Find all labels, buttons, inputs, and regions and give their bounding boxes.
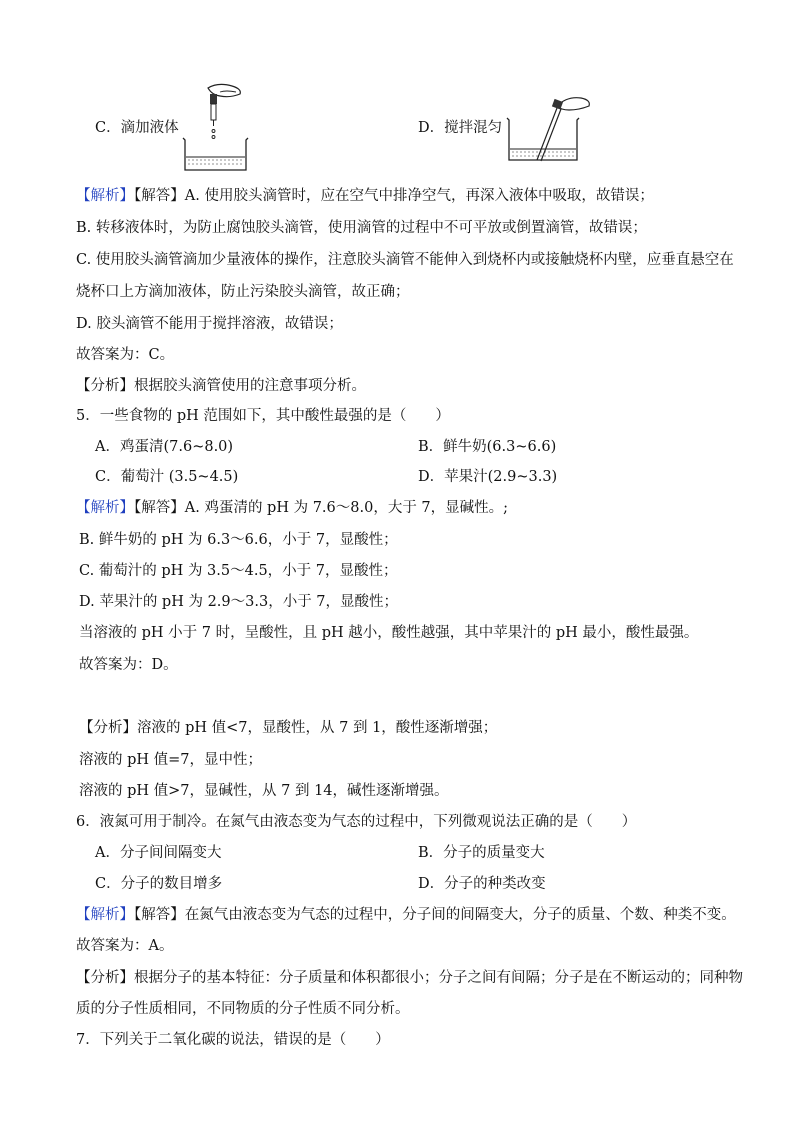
q5-solution-c: C. 葡萄汁的 pH 为 3.5～4.5，小于 7，显酸性； bbox=[79, 563, 398, 579]
q4-solution-b: B. 转移液体时，为防止腐蚀胶头滴管，使用滴管的过程中不可平放或倒置滴管，故错误； bbox=[76, 220, 647, 236]
q4-solution-a: 【解析】【解答】A. 使用胶头滴管时，应在空气中排净空气，再深入液体中吸取，故错误； bbox=[76, 188, 654, 204]
q5-fenxi-3: 溶液的 pH 值>7，显碱性，从 7 到 14，碱性逐渐增强。 bbox=[79, 783, 449, 799]
fenxi-tag: 【分析】 bbox=[76, 378, 134, 394]
q5-fenxi-2: 溶液的 pH 值=7，显中性； bbox=[79, 752, 263, 768]
q5-stem: 5．一些食物的 pH 范围如下，其中酸性最强的是（ ） bbox=[76, 408, 450, 424]
stir-beaker-figure bbox=[505, 92, 595, 167]
dropper-beaker-figure bbox=[180, 80, 250, 175]
q5-option-a: A．鸡蛋清(7.6~8.0) bbox=[95, 439, 234, 455]
q5-solution-d: D. 苹果汁的 pH 为 2.9～3.3，小于 7，显酸性； bbox=[79, 594, 399, 610]
q4-option-c: C．滴加液体 bbox=[95, 120, 179, 136]
q5-answer: 故答案为：D。 bbox=[79, 657, 178, 673]
analysis-tag: 【解析】 bbox=[76, 500, 134, 516]
q6-fenxi-2: 质的分子性质相同，不同物质的分子性质不同分析。 bbox=[76, 1001, 410, 1017]
q4-solution-c2: 烧杯口上方滴加液体，防止污染胶头滴管，故正确； bbox=[76, 284, 410, 300]
answer-tag: 【解答】 bbox=[134, 188, 185, 204]
q6-fenxi-1: 【分析】根据分子的基本特征：分子质量和体积都很小；分子之间有间隔；分子是在不断运动的；同种物 bbox=[76, 970, 743, 986]
q4-solution-d: D. 胶头滴管不能用于搅拌溶液，故错误； bbox=[76, 316, 343, 332]
q6-option-b: B．分子的质量变大 bbox=[418, 845, 545, 861]
q7-stem: 7．下列关于二氧化碳的说法，错误的是（ ） bbox=[76, 1032, 390, 1048]
q4-fenxi: 【分析】根据胶头滴管使用的注意事项分析。 bbox=[76, 378, 366, 394]
q5-fenxi-1: 【分析】溶液的 pH 值<7，显酸性，从 7 到 1，酸性逐渐增强； bbox=[79, 720, 498, 736]
analysis-tag: 【解析】 bbox=[76, 188, 134, 204]
q6-answer: 故答案为：A。 bbox=[76, 938, 174, 954]
answer-tag: 【解答】 bbox=[134, 907, 185, 923]
q6-option-d: D．分子的种类改变 bbox=[418, 876, 546, 892]
q6-stem: 6．液氮可用于制冷。在氮气由液态变为气态的过程中，下列微观说法正确的是（ ） bbox=[76, 814, 637, 830]
q5-conclusion: 当溶液的 pH 小于 7 时，呈酸性，且 pH 越小，酸性越强，其中苹果汁的 pH 最小，酸性最强。 bbox=[79, 625, 699, 641]
analysis-tag: 【解析】 bbox=[76, 907, 134, 923]
q5-solution-a: 【解析】【解答】A. 鸡蛋清的 pH 为 7.6～8.0，大于 7，显碱性。; bbox=[76, 500, 509, 516]
q5-option-d: D．苹果汁(2.9~3.3) bbox=[418, 469, 558, 485]
q6-option-c: C．分子的数目增多 bbox=[95, 876, 223, 892]
q6-option-a: A．分子间间隔变大 bbox=[95, 845, 222, 861]
fenxi-tag: 【分析】 bbox=[76, 970, 134, 986]
fenxi-tag: 【分析】 bbox=[79, 720, 137, 736]
q4-solution-c1: C. 使用胶头滴管滴加少量液体的操作，注意胶头滴管不能伸入到烧杯内或接触烧杯内壁，应垂直悬空在 bbox=[76, 252, 734, 268]
q5-option-b: B．鲜牛奶(6.3~6.6) bbox=[418, 439, 557, 455]
q5-option-c: C．葡萄汁 (3.5~4.5) bbox=[95, 469, 239, 485]
q5-solution-b: B. 鲜牛奶的 pH 为 6.3～6.6，小于 7，显酸性； bbox=[79, 532, 398, 548]
q4-answer: 故答案为：C。 bbox=[76, 347, 175, 363]
answer-tag: 【解答】 bbox=[134, 500, 185, 516]
q4-option-d: D．搅拌混匀 bbox=[418, 120, 503, 136]
q6-solution: 【解析】【解答】在氮气由液态变为气态的过程中，分子间的间隔变大，分子的质量、个数、种类不变。 bbox=[76, 907, 736, 923]
